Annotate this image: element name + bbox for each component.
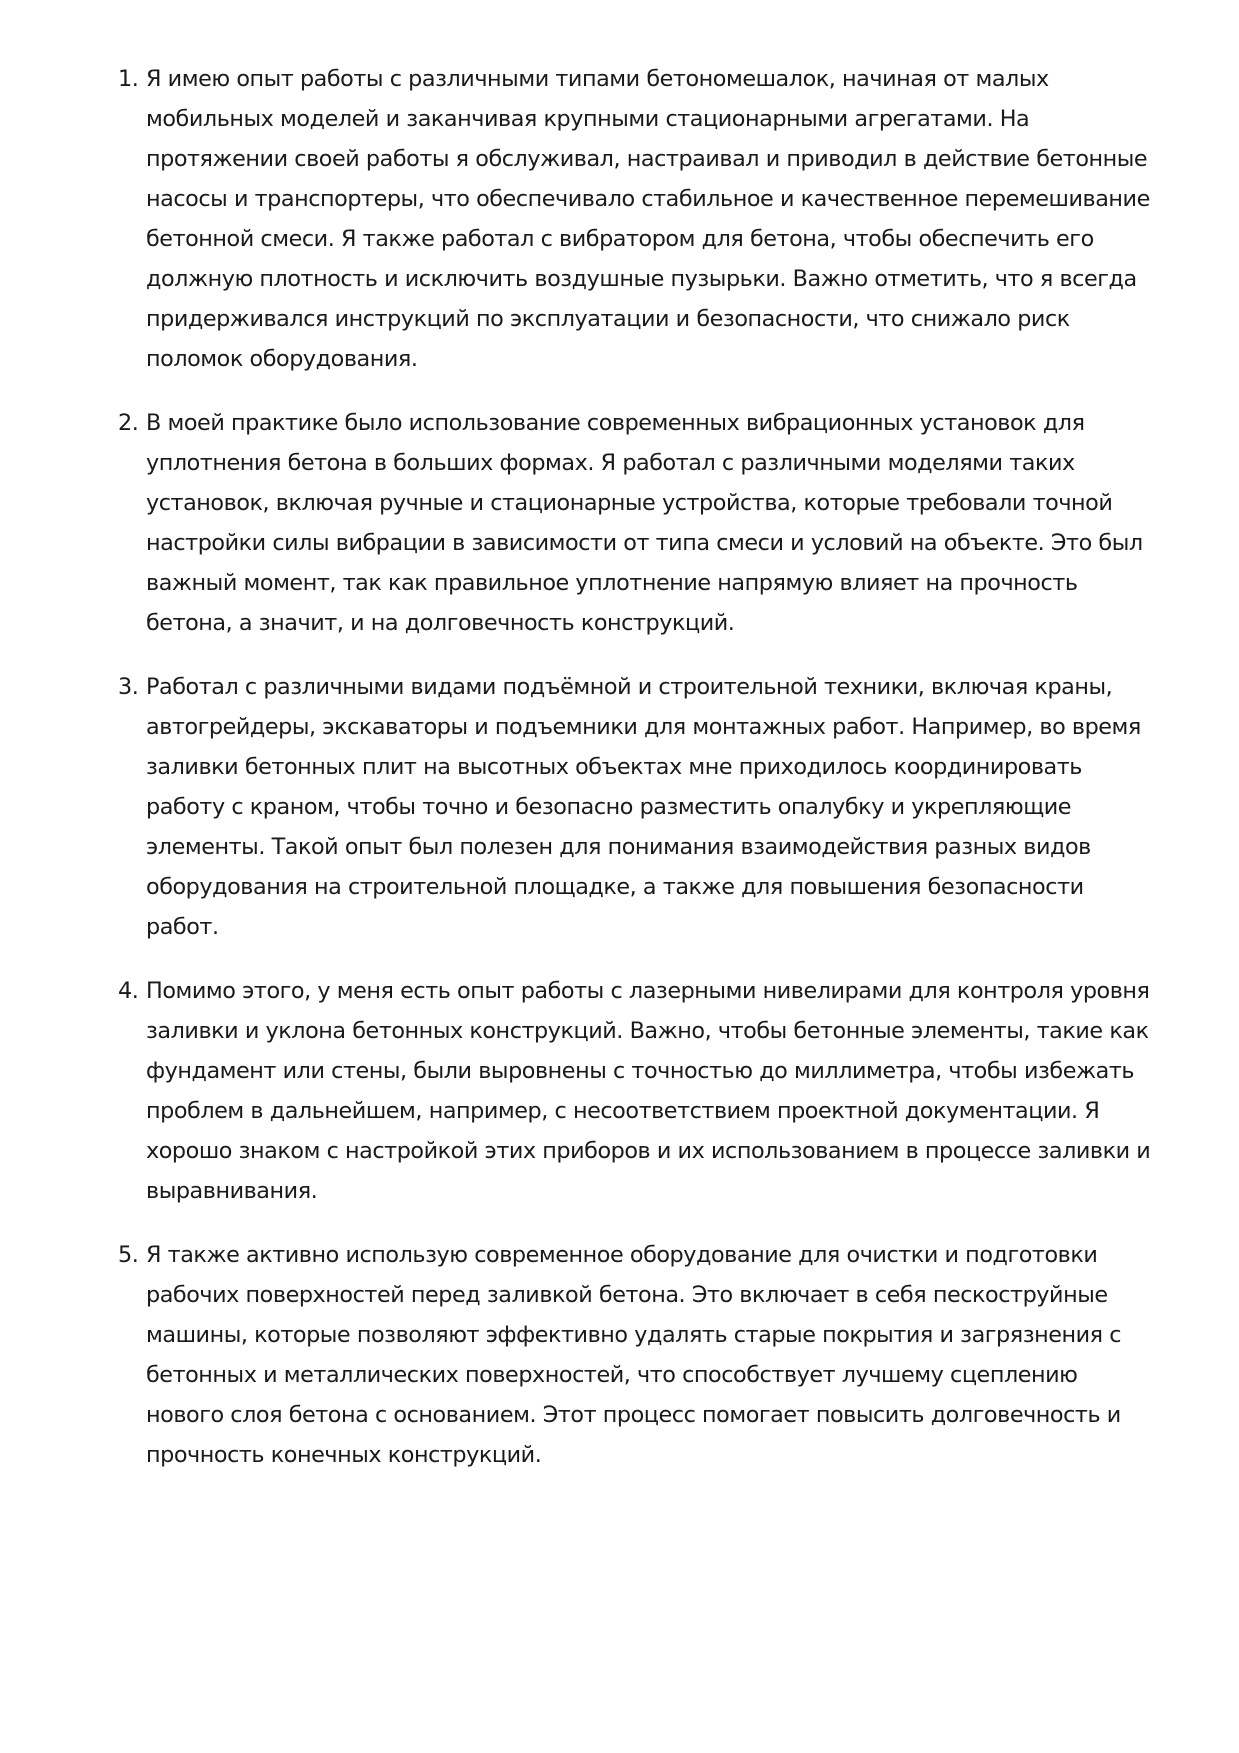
list-item — [118, 1235, 1158, 1475]
list-item-text: Помимо этого, у меня есть опыт работы с лазерными нивелирами для контроля уровня заливки и уклона бетонных конструкций. Важно, чтобы бетонные элементы, такие как фундамент или стены, были выровнены с точностью до миллиметра, чтобы избежать проблем в дальнейшем, например, с несоответствием проектной документации. Я хорошо знаком с настройкой этих приборов и их использованием в процессе заливки и выравнивания. — [146, 978, 1151, 1204]
list-item-number: 3. — [118, 674, 139, 700]
list-item — [118, 59, 1158, 379]
list-item-text: В моей практике было использование современных вибрационных установок для уплотнения бетона в больших формах. Я работал с различными моделями таких установок, включая ручные и стационарные устройства, которые требовали точной настройки силы вибрации в зависимости от типа смеси и условий на объекте. Это был важный момент, так как правильное уплотнение напрямую влияет на прочность бетона, а значит, и на долговечность конструкций. — [146, 410, 1143, 636]
list-item-text: Я также активно использую современное оборудование для очистки и подготовки рабочих поверхностей перед заливкой бетона. Это включает в себя пескоструйные машины, которые позволяют эффективно удалять старые покрытия и загрязнения с бетонных и металлических поверхностей, что способствует лучшему сцеплению нового слоя бетона с основанием. Этот процесс помогает повысить долговечность и прочность конечных конструкций. — [146, 1242, 1122, 1468]
list-item — [118, 971, 1158, 1211]
list-item-number: 5. — [118, 1242, 139, 1268]
list-item-text: Я имею опыт работы с различными типами бетономешалок, начиная от малых мобильных моделей и заканчивая крупными стационарными агрегатами. На протяжении своей работы я обслуживал, настраивал и приводил в действие бетонные насосы и транспортеры, что обеспечивало стабильное и качественное перемешивание бетонной смеси. Я также работал с вибратором для бетона, чтобы обеспечить его должную плотность и исключить воздушные пузырьки. Важно отметить, что я всегда придерживался инструкций по эксплуатации и безопасности, что снижало риск поломок оборудования. — [146, 66, 1150, 372]
list-item-number: 1. — [118, 66, 139, 92]
list-item-number: 2. — [118, 410, 139, 436]
list-item — [118, 667, 1158, 947]
numbered-list — [118, 59, 1158, 1499]
list-item-number: 4. — [118, 978, 139, 1004]
list-item-text: Работал с различными видами подъёмной и строительной техники, включая краны, автогрейдеры, экскаваторы и подъемники для монтажных работ. Например, во время заливки бетонных плит на высотных объектах мне приходилось координировать работу с краном, чтобы точно и безопасно разместить опалубку и укрепляющие элементы. Такой опыт был полезен для понимания взаимодействия разных видов оборудования на строительной площадке, а также для повышения безопасности работ. — [146, 674, 1141, 940]
list-item — [118, 403, 1158, 643]
